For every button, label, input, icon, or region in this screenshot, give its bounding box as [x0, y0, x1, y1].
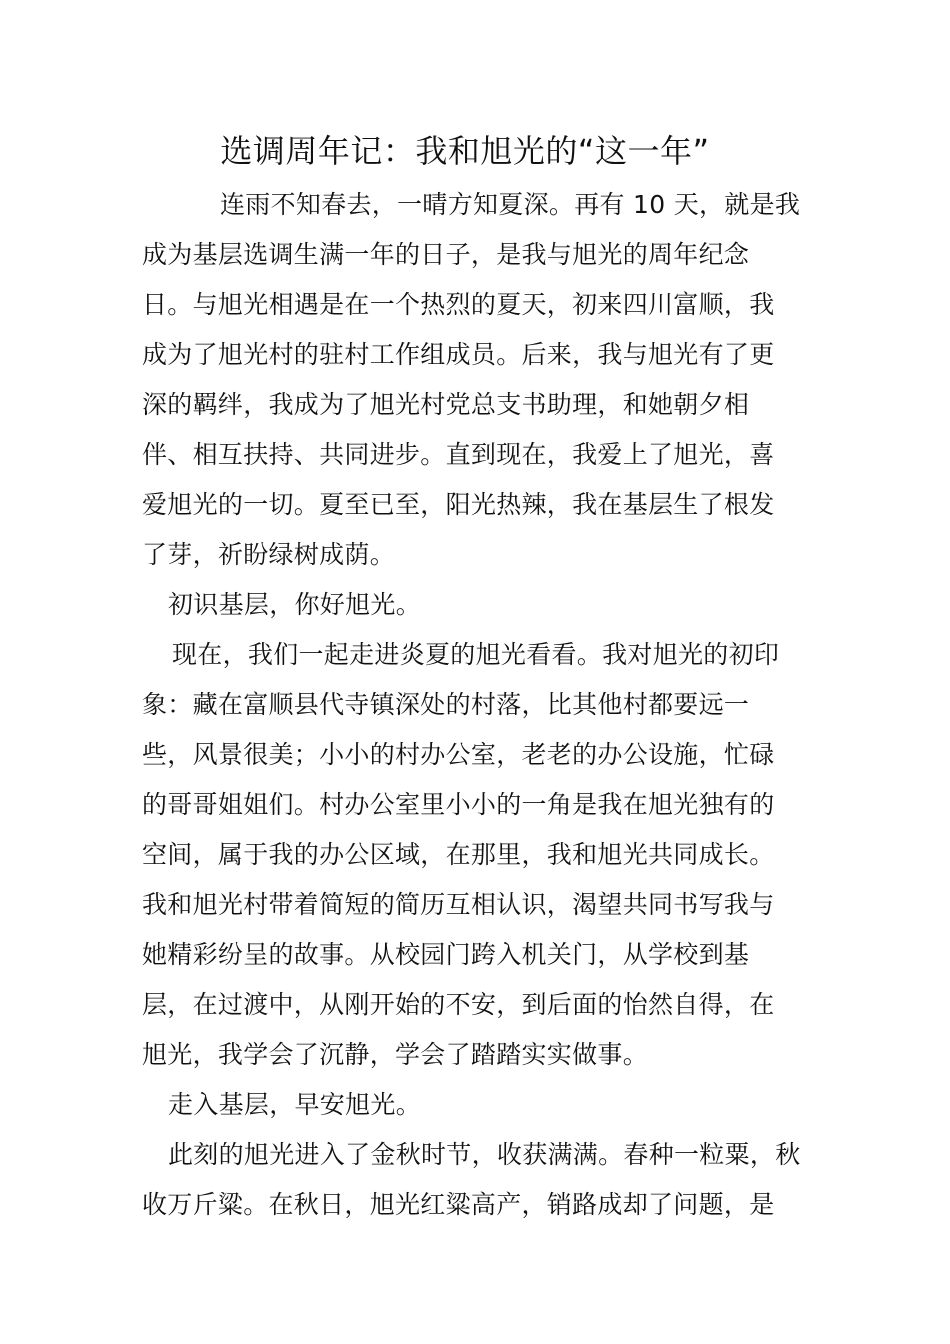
paragraph-line: 爱旭光的一切。夏至已至，阳光热辣，我在基层生了根发 [142, 490, 775, 519]
paragraph-line: 旭光，我学会了沉静，学会了踏踏实实做事。 [142, 1040, 649, 1069]
paragraph-line: 的哥哥姐姐们。村办公室里小小的一角是我在旭光独有的 [142, 790, 775, 819]
paragraph-line: 了芽，祈盼绿树成荫。 [142, 540, 396, 569]
paragraph-line: 此刻的旭光进入了金秋时节，收获满满。春种一粒粟，秋 [168, 1140, 801, 1169]
paragraph-line: 些，风景很美；小小的村办公室，老老的办公设施，忙碌 [142, 740, 775, 769]
paragraph-line: 层，在过渡中，从刚开始的不安，到后面的怡然自得，在 [142, 990, 775, 1019]
paragraph-line: 收万斤粱。在秋日，旭光红粱高产，销路成却了问题，是 [142, 1190, 775, 1219]
paragraph-line: 深的羁绊，我成为了旭光村党总支书助理，和她朝夕相 [142, 390, 750, 419]
paragraph-line: 象：藏在富顺县代寺镇深处的村落，比其他村都要远一 [142, 690, 750, 719]
section-heading: 走入基层，早安旭光。 [168, 1090, 422, 1119]
paragraph-line: 成为基层选调生满一年的日子，是我与旭光的周年纪念 [142, 240, 750, 269]
section-heading: 初识基层，你好旭光。 [168, 590, 422, 619]
paragraph-line: 空间，属于我的办公区域，在那里，我和旭光共同成长。 [142, 840, 775, 869]
paragraph-line: 我和旭光村带着简短的简历互相认识，渴望共同书写我与 [142, 890, 775, 919]
document-title: 选调周年记：我和旭光的“这一年” [220, 132, 710, 170]
paragraph-line: 连雨不知春去，一晴方知夏深。再有 10 天，就是我 [220, 190, 801, 219]
paragraph-line: 成为了旭光村的驻村工作组成员。后来，我与旭光有了更 [142, 340, 775, 369]
paragraph-line: 她精彩纷呈的故事。从校园门跨入机关门，从学校到基 [142, 940, 750, 969]
paragraph-line: 伴、相互扶持、共同进步。直到现在，我爱上了旭光，喜 [142, 440, 775, 469]
paragraph-line: 日。与旭光相遇是在一个热烈的夏天，初来四川富顺，我 [142, 290, 775, 319]
paragraph-line: 现在，我们一起走进炎夏的旭光看看。我对旭光的初印 [172, 640, 780, 669]
document-body [142, 180, 808, 1230]
